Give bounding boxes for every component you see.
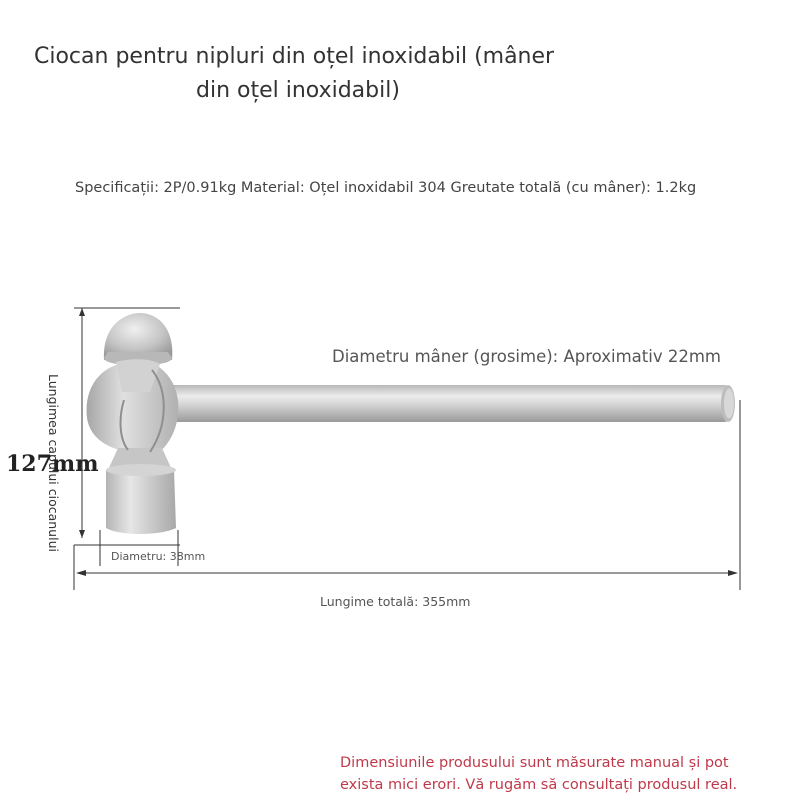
- hammer-handle: [165, 385, 735, 422]
- total-length-label: Lungime totală: 355mm: [320, 594, 471, 609]
- head-length-value: 127mm: [6, 451, 99, 477]
- hammer-head: [87, 313, 179, 534]
- note-line-1: Dimensiunile produsului sunt măsurate manual și pot: [340, 755, 729, 771]
- head-diameter-label: Diametru: 38mm: [111, 550, 206, 563]
- head-length-label-text: Lungimea capului ciocanului: [46, 374, 61, 552]
- handle-diameter-label: Diametru mâner (grosime): Aproximativ 22mm: [332, 347, 721, 366]
- note-line-2: exista mici erori. Vă rugăm să consultați produsul real.: [340, 777, 738, 793]
- title-line-2: din oțel inoxidabil): [196, 78, 400, 103]
- specifications-text: Specificații: 2P/0.91kg Material: Oțel inoxidabil 304 Greutate totală (cu mâner): 1.2kg: [75, 180, 697, 196]
- title-line-1: Ciocan pentru nipluri din oțel inoxidabil (mâner: [34, 44, 555, 69]
- disclaimer-note: [340, 752, 737, 796]
